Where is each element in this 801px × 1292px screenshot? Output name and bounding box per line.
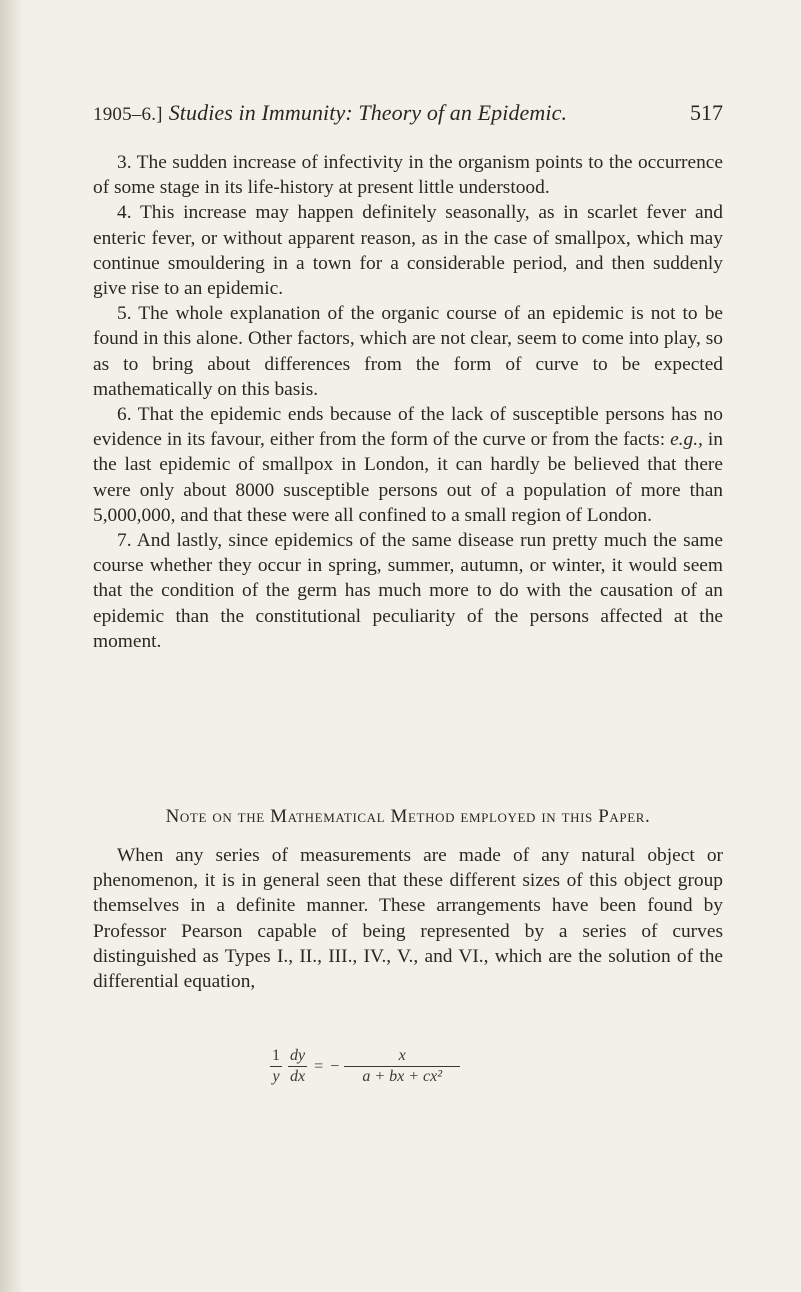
paragraph-text-continued: in the last epidemic of smallpox in London, it can hardly be believed that there were only about 8000 susceptible persons out of a population of more than 5,000,000, and that these were all confined to a small region of London. bbox=[93, 429, 723, 526]
fraction-rhs bbox=[346, 1047, 458, 1086]
note-body bbox=[93, 843, 723, 994]
paragraph-text: This increase may happen definitely seasonally, as in scarlet fever and enteric fever, or without apparent reason, as in the case of smallpox, which may continue smouldering in a town for a considerable period, and then suddenly give rise to an epidemic. bbox=[93, 202, 723, 300]
numerator: x bbox=[344, 1047, 460, 1067]
fraction-dy-dx bbox=[288, 1047, 307, 1086]
header-title: Studies in Immunity: Theory of an Epidemic. bbox=[168, 100, 568, 125]
paragraph-italic-abbrev: e.g., bbox=[670, 429, 703, 451]
paragraph-number: 7. bbox=[117, 530, 132, 552]
paragraph-number: 5. bbox=[117, 303, 132, 325]
note-paragraph: When any series of measurements are made of any natural object or phenomenon, it is in general seen that these different sizes of this object group themselves in a definite manner. These arrangements have been found by Professor Pearson capable of being represented by a series of curves distinguished as Types I., II., III., IV., V., and VI., which are the solution of the differential equation, bbox=[93, 845, 723, 993]
minus-sign: − bbox=[330, 1057, 340, 1075]
paragraph-number: 6. bbox=[117, 404, 132, 426]
paragraph-number: 3. bbox=[117, 152, 132, 173]
paragraph-number: 4. bbox=[117, 202, 132, 224]
note-heading: Note on the Mathematical Method employed in this Paper. bbox=[165, 806, 651, 827]
paragraph-3 bbox=[93, 150, 723, 200]
running-header bbox=[93, 100, 723, 134]
fraction-one-over-y bbox=[270, 1047, 282, 1086]
paragraph-5 bbox=[93, 301, 723, 402]
paragraph-text: The sudden increase of infectivity in the organism points to the occurrence of some stage in its life-history at present little understood. bbox=[93, 152, 724, 199]
page-edge-shadow bbox=[0, 0, 24, 1292]
paragraph-7 bbox=[93, 528, 723, 654]
paragraph-text: That the epidemic ends because of the lack of susceptible persons has no evidence in its favour, either from the form of the curve or from the facts: bbox=[93, 404, 723, 451]
header-left bbox=[93, 100, 567, 126]
main-text bbox=[93, 150, 723, 654]
denominator: dx bbox=[290, 1068, 306, 1085]
paragraph-4 bbox=[93, 200, 723, 301]
paragraph-6 bbox=[93, 402, 723, 528]
paragraph-text: And lastly, since epidemics of the same disease run pretty much the same course whether they occur in spring, summer, autumn, or winter, it would seem that the condition of the germ has much more to do with the causation of an epidemic than the constitutional peculiarity of the persons affected at the moment. bbox=[93, 530, 723, 652]
denominator: y bbox=[272, 1068, 280, 1085]
differential-equation bbox=[270, 1047, 458, 1086]
numerator: 1 bbox=[270, 1047, 282, 1067]
header-year: 1905–6.] bbox=[93, 104, 163, 125]
numerator: dy bbox=[288, 1047, 307, 1067]
equals-sign: = bbox=[314, 1057, 324, 1075]
page-number: 517 bbox=[690, 100, 723, 125]
paragraph-text: The whole explanation of the organic course of an epidemic is not to be found in this alone. Other factors, which are not clear, seem to come into play, so as to bring about differences from the form of curve to be expected mathematically on this basis. bbox=[93, 303, 723, 400]
denominator: a + bx + cx² bbox=[362, 1068, 443, 1085]
